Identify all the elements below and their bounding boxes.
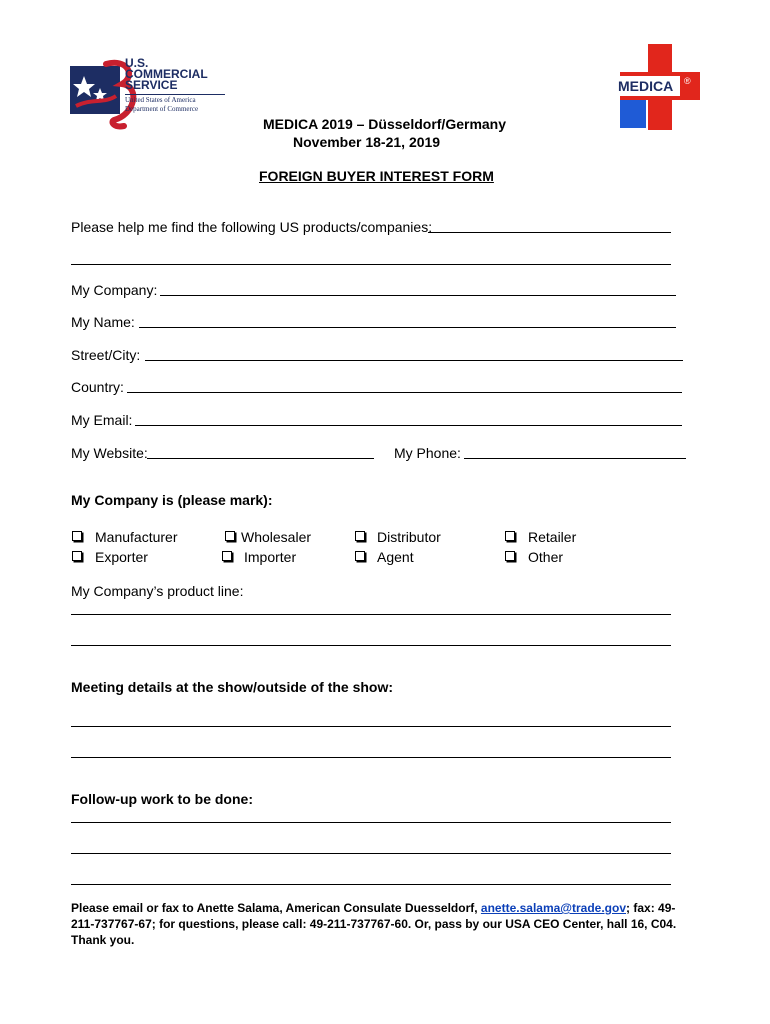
manufacturer-label: Manufacturer [95, 529, 178, 545]
retailer-checkbox[interactable] [505, 531, 515, 541]
footer-email-link[interactable]: anette.salama@trade.gov [480, 901, 627, 915]
followup-field-3[interactable] [71, 884, 671, 885]
meeting-field-1[interactable] [71, 726, 671, 727]
importer-checkbox[interactable] [222, 551, 232, 561]
exporter-label: Exporter [95, 549, 148, 565]
street-field[interactable] [145, 360, 683, 361]
product-line-field-1[interactable] [71, 614, 671, 615]
medica-registered-mark: ® [684, 76, 691, 86]
followup-field-2[interactable] [71, 853, 671, 854]
website-field[interactable] [147, 458, 374, 459]
product-line-label: My Company’s product line: [71, 583, 244, 599]
phone-label: My Phone: [394, 445, 461, 461]
agent-checkbox[interactable] [355, 551, 365, 561]
website-label: My Website: [71, 445, 148, 461]
country-label: Country: [71, 379, 124, 395]
meeting-heading: Meeting details at the show/outside of the show: [71, 679, 394, 695]
other-checkbox[interactable] [505, 551, 515, 561]
email-label: My Email: [71, 412, 133, 428]
distributor-checkbox[interactable] [355, 531, 365, 541]
name-label: My Name: [71, 314, 135, 330]
company-type-heading: My Company is (please mark): [71, 492, 273, 508]
product-line-field-2[interactable] [71, 645, 671, 646]
medica-logo [612, 44, 702, 130]
products-line-2[interactable] [71, 264, 671, 265]
retailer-label: Retailer [528, 529, 577, 545]
company-field[interactable] [160, 295, 676, 296]
wholesaler-label: Wholesaler [241, 529, 312, 545]
other-label: Other [528, 549, 564, 565]
phone-field[interactable] [464, 458, 686, 459]
name-field[interactable] [139, 327, 676, 328]
agent-label: Agent [377, 549, 414, 565]
country-field[interactable] [127, 392, 682, 393]
form-title: FOREIGN BUYER INTEREST FORM [259, 168, 494, 184]
event-title: MEDICA 2019 – Düsseldorf/Germany [263, 116, 507, 132]
wholesaler-checkbox[interactable] [225, 531, 235, 541]
products-line-1[interactable] [428, 232, 671, 233]
footer-text-2: ; fax: 49-211-737767-67; for questions, please call: 49-211-737767-60. Or, pass by our USA CEO Center, hall 16, C04. Thank you. [71, 901, 677, 947]
logo-line-doc: Department of Commerce [125, 105, 199, 113]
distributor-label: Distributor [377, 529, 441, 545]
logo-line-service: SERVICE [125, 78, 178, 92]
us-commercial-service-logo [70, 58, 230, 130]
logo-line-us: U.S. [125, 56, 149, 70]
followup-field-1[interactable] [71, 822, 671, 823]
manufacturer-checkbox[interactable] [72, 531, 82, 541]
meeting-field-2[interactable] [71, 757, 671, 758]
exporter-checkbox[interactable] [72, 551, 82, 561]
importer-label: Importer [244, 549, 297, 565]
medica-logo-text: MEDICA [618, 78, 674, 94]
logo-line-usa: United States of America [125, 96, 196, 104]
street-label: Street/City: [71, 347, 141, 363]
products-label: Please help me find the following US products/companies: [71, 219, 433, 235]
event-dates: November 18-21, 2019 [293, 134, 441, 150]
logo-line-commercial: COMMERCIAL [125, 67, 208, 81]
footer-instructions [71, 900, 691, 948]
footer-text-1: Please email or fax to Anette Salama, American Consulate Duesseldorf, [71, 901, 481, 915]
company-label: My Company: [71, 282, 158, 298]
followup-heading: Follow-up work to be done: [71, 791, 253, 807]
email-field[interactable] [135, 425, 682, 426]
